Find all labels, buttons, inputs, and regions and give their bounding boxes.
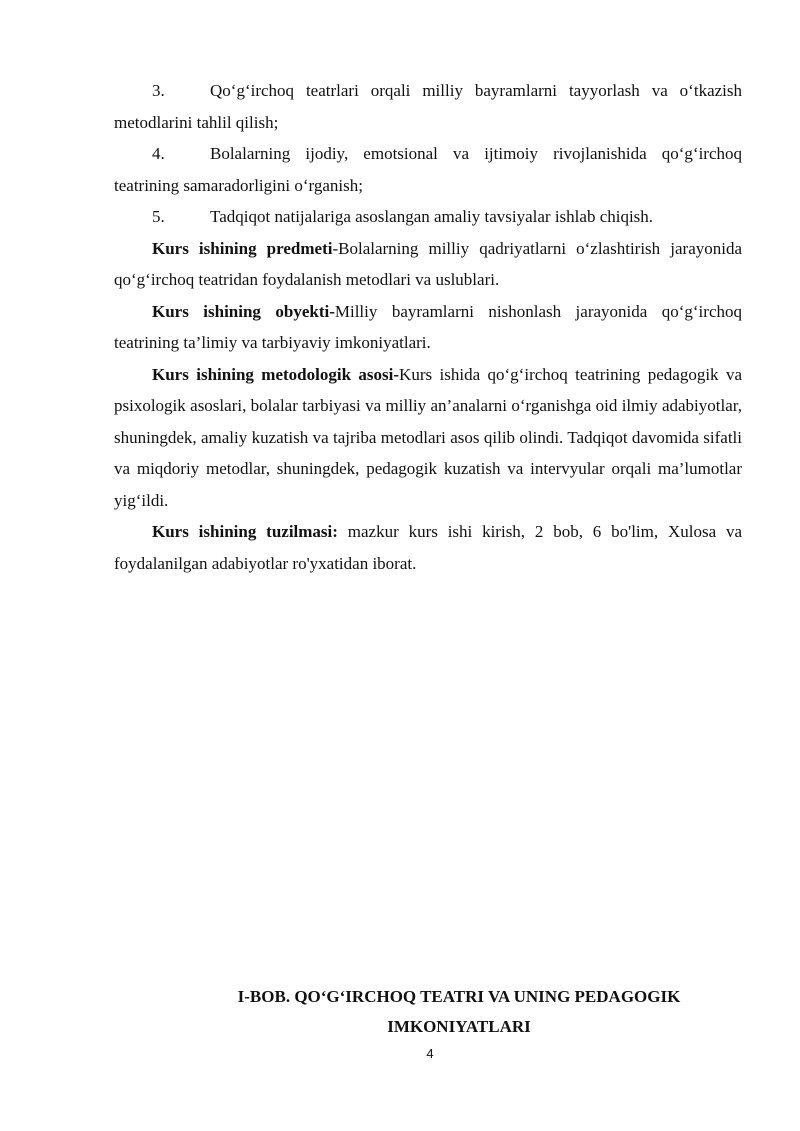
list-text: Tadqiqot natijalariga asoslangan amaliy tavsiyalar ishlab chiqish. — [210, 207, 654, 226]
list-text: Qo‘g‘irchoq teatrlari orqali milliy bayramlarni tayyorlash va o‘tkazish metodlarini tahlil qilish; — [114, 81, 742, 132]
page-number: 4 — [426, 1046, 434, 1061]
body-text — [114, 75, 742, 579]
paragraph-label: Kurs ishining tuzilmasi: — [152, 522, 338, 541]
paragraph-metodologik-asosi — [114, 359, 742, 517]
paragraph-label: Kurs ishining obyekti- — [152, 301, 335, 321]
paragraph-label: Kurs ishining predmeti — [152, 238, 333, 258]
paragraph-text: Milliy bayramlarni nishonlash jarayonida qo‘g‘irchoq teatrining ta’limiy va tarbiyaviy imkoniyatlari. — [114, 301, 742, 352]
list-number: 3. — [152, 81, 165, 100]
list-item — [114, 201, 742, 233]
list-number: 4. — [152, 144, 165, 163]
list-item — [114, 138, 742, 201]
paragraph-text: mazkur kurs ishi kirish, 2 bob, 6 bo'lim, Xulosa va foydalanilgan adabiyotlar ro'yxatidan iborat. — [114, 522, 742, 573]
paragraph-tuzilmasi — [114, 516, 742, 579]
chapter-heading — [114, 982, 742, 1042]
paragraph-obyekti — [114, 296, 742, 359]
paragraph-text: -Bolalarning milliy qadriyatlarni o‘zlashtirish jarayonida qo‘g‘irchoq teatridan foydalanish metodlari va uslublari. — [114, 238, 743, 289]
paragraph-text: Kurs ishida qo‘g‘irchoq teatrining pedagogik va psixologik asoslari, bolalar tarbiyasi va milliy an’analarni o‘rganishga oid ilmiy adabiyotlar, shuningdek, amaliy kuzatish va tajriba metodlari asos qilib olindi. Tadqiqot davomida sifatli va miqdoriy metodlar, shuningdek, pedagogik kuzatish va intervyular orqali ma’lumotlar yig‘ildi. — [114, 364, 742, 510]
chapter-heading-line-1: I-BOB. QO‘G‘IRCHOQ TEATRI VA UNING PEDAGOGIK — [237, 987, 681, 1006]
list-number: 5. — [152, 207, 165, 226]
list-text: Bolalarning ijodiy, emotsional va ijtimoiy rivojlanishida qo‘g‘irchoq teatrining samaradorligini o‘rganish; — [114, 144, 742, 195]
chapter-heading-line-2: IMKONIYATLARI — [387, 1017, 531, 1036]
list-item — [114, 75, 742, 138]
paragraph-predmeti — [114, 233, 742, 296]
paragraph-label: Kurs ishining metodologik asosi- — [152, 364, 400, 384]
